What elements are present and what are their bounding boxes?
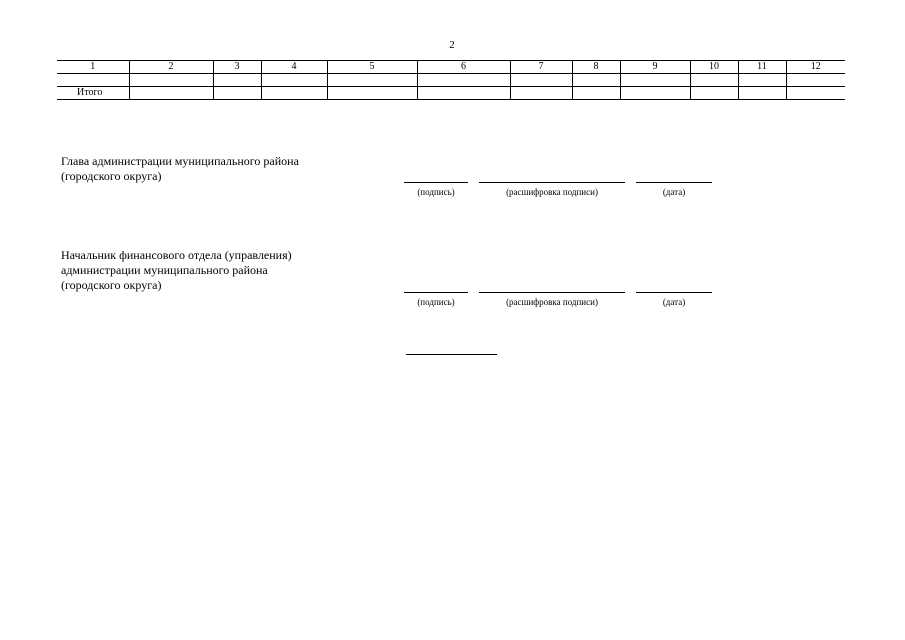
finance-title-line: (городского округа) [61, 278, 162, 292]
table-cell [738, 74, 786, 87]
table-header-cell: 10 [690, 61, 738, 74]
table-cell [572, 74, 620, 87]
table-header-cell: 5 [327, 61, 417, 74]
table-header-cell: 1 [57, 61, 129, 74]
table-cell [510, 87, 572, 100]
summary-table [57, 60, 845, 100]
table-header-cell: 12 [786, 61, 845, 74]
table-cell [510, 74, 572, 87]
table-cell [129, 87, 213, 100]
head-title-line: (городского округа) [61, 169, 162, 183]
head-decryption-line [479, 182, 625, 183]
table-header-cell: 11 [738, 61, 786, 74]
table-cell [417, 87, 510, 100]
table-cell [620, 74, 690, 87]
table-header-cell: 6 [417, 61, 510, 74]
table-cell [213, 74, 261, 87]
finance-signature-line [404, 292, 468, 293]
table-row [57, 74, 845, 87]
table-header-row [57, 61, 845, 74]
head-date-caption: (дата) [662, 187, 686, 197]
table-cell [129, 74, 213, 87]
table-cell [261, 74, 327, 87]
table-header-cell: 7 [510, 61, 572, 74]
table-cell [786, 74, 845, 87]
table-total-row [57, 87, 845, 100]
finance-date-line [636, 292, 712, 293]
table-header-cell: 4 [261, 61, 327, 74]
head-title-line: Глава администрации муниципального района [61, 154, 299, 168]
table-cell [261, 87, 327, 100]
page-number: 2 [449, 39, 455, 51]
finance-decryption-caption: (расшифровка подписи) [506, 297, 598, 307]
table-header-cell: 2 [129, 61, 213, 74]
table-cell [417, 74, 510, 87]
finance-title-line: Начальник финансового отдела (управления) [61, 248, 292, 262]
table-cell [327, 74, 417, 87]
table-cell [738, 87, 786, 100]
finance-decryption-line [479, 292, 625, 293]
total-label: Итого [57, 87, 129, 100]
table-cell [57, 74, 129, 87]
finance-title-line: администрации муниципального района [61, 263, 268, 277]
head-decryption-caption: (расшифровка подписи) [506, 187, 598, 197]
table-cell [690, 87, 738, 100]
table-header-cell: 3 [213, 61, 261, 74]
finance-date-caption: (дата) [662, 297, 686, 307]
table-cell [572, 87, 620, 100]
head-signature-line [404, 182, 468, 183]
head-title [61, 154, 299, 184]
finance-title [61, 248, 292, 293]
table-cell [690, 74, 738, 87]
finance-signature-caption: (подпись) [417, 297, 455, 307]
end-separator-line [406, 354, 497, 355]
table-cell [620, 87, 690, 100]
table-cell [786, 87, 845, 100]
table-header-cell: 8 [572, 61, 620, 74]
head-signature-caption: (подпись) [417, 187, 455, 197]
table-header-cell: 9 [620, 61, 690, 74]
table-cell [213, 87, 261, 100]
table-cell [327, 87, 417, 100]
head-date-line [636, 182, 712, 183]
